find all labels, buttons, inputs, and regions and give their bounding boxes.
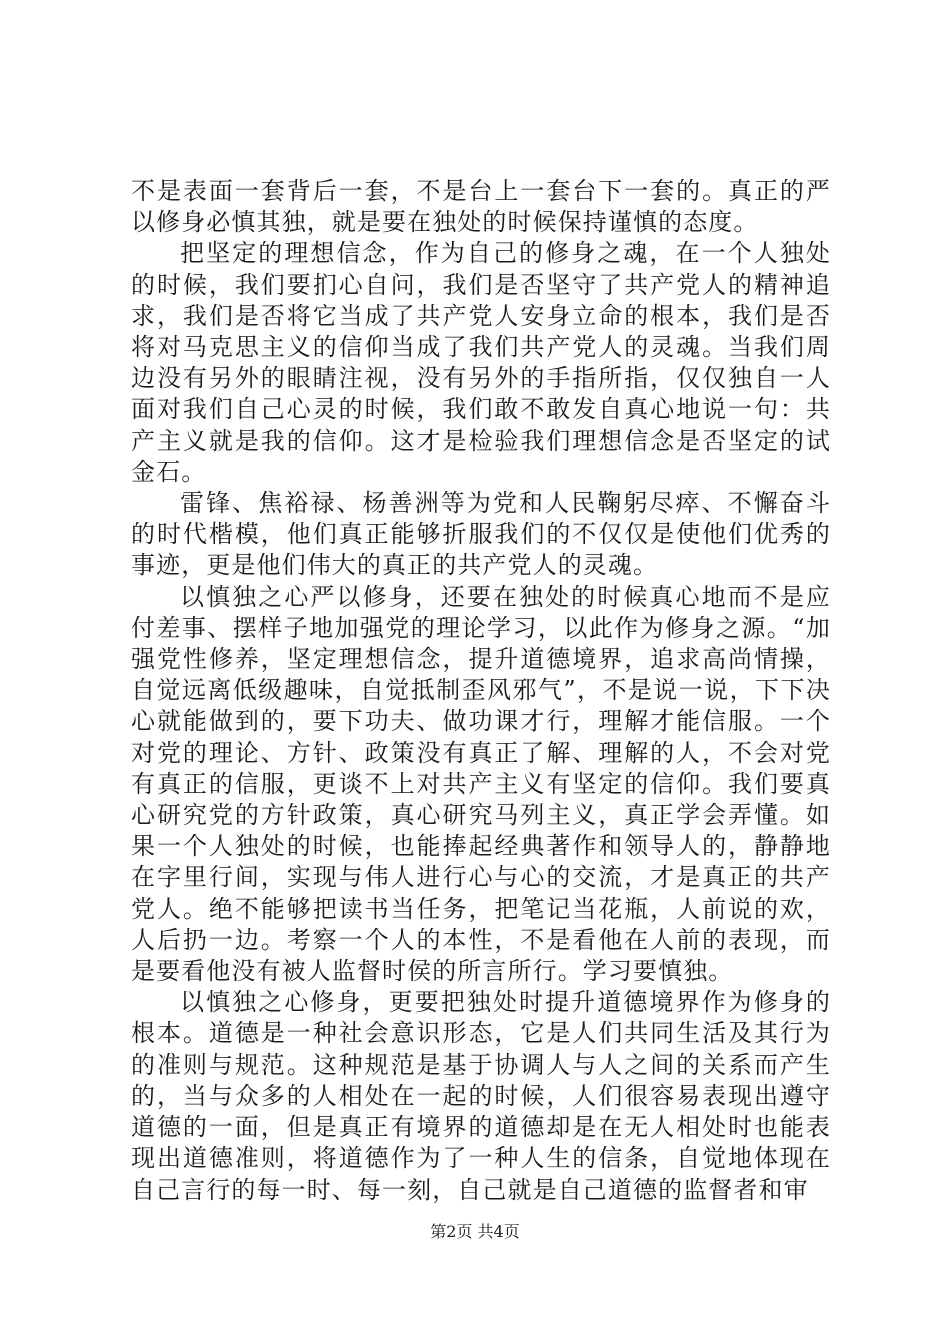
paragraph-2: 把坚定的理想信念，作为自己的修身之魂，在一个人独处的时候，我们要扪心自问，我们是否坚守了共产党人的精神追求，我们是否将它当成了共产党人安身立命的根本，我们是否将对马克思主义的信仰当成了我们共产党人的灵魂。当我们周边没有另外的眼睛注视，没有另外的手指所指，仅仅独自一人面对我们自己心灵的时候，我们敢不敢发自真心地说一句：共产主义就是我的信仰。这才是检验我们理想信念是否坚定的试金石。 — [131, 239, 831, 486]
page-footer — [0, 1219, 950, 1242]
paragraph-5: 以慎独之心修身，更要把独处时提升道德境界作为修身的根本。道德是一种社会意识形态，它是人们共同生活及其行为的准则与规范。这种规范是基于协调人与人之间的关系而产生的，当与众多的人相处在一起的时候，人们很容易表现出遵守道德的一面，但是真正有境界的道德却是在无人相处时也能表现出道德准则，将道德作为了一种人生的信条，自觉地体现在自己言行的每一时、每一刻，自己就是自己道德的监督者和审 — [131, 988, 831, 1204]
paragraph-4: 以慎独之心严以修身，还要在独处的时候真心地而不是应付差事、摆样子地加强党的理论学习，以此作为修身之源。“加强党性修养，坚定理想信念，提升道德境界，追求高尚情操，自觉远离低级趣味，自觉抵制歪风邪气”，不是说一说，下下决心就能做到的，要下功夫、做功课才行，理解才能信服。一个对党的理论、方针、政策没有真正了解、理解的人，不会对党有真正的信服，更谈不上对共产主义有坚定的信仰。我们要真心研究党的方针政策，真心研究马列主义，真正学会弄懂。如果一个人独处的时候，也能捧起经典著作和领导人的，静静地在字里行间，实现与伟人进行心与心的交流，才是真正的共产党人。绝不能够把读书当任务，把笔记当花瓶，人前说的欢，人后扔一边。考察一个人的本性，不是看他在人前的表现，而是要看他没有被人监督时侯的所言所行。学习要慎独。 — [131, 582, 831, 986]
paragraph-1: 不是表面一套背后一套，不是台上一套台下一套的。真正的严以修身必慎其独，就是要在独处的时候保持谨慎的态度。 — [131, 177, 831, 237]
page-number-label: 第2页 共4页 — [430, 1222, 520, 1241]
paragraph-3: 雷锋、焦裕禄、杨善洲等为党和人民鞠躬尽瘁、不懈奋斗的时代楷模，他们真正能够折服我们的不仅仅是使他们优秀的事迹，更是他们伟大的真正的共产党人的灵魂。 — [131, 489, 831, 580]
document-body — [131, 176, 831, 1206]
